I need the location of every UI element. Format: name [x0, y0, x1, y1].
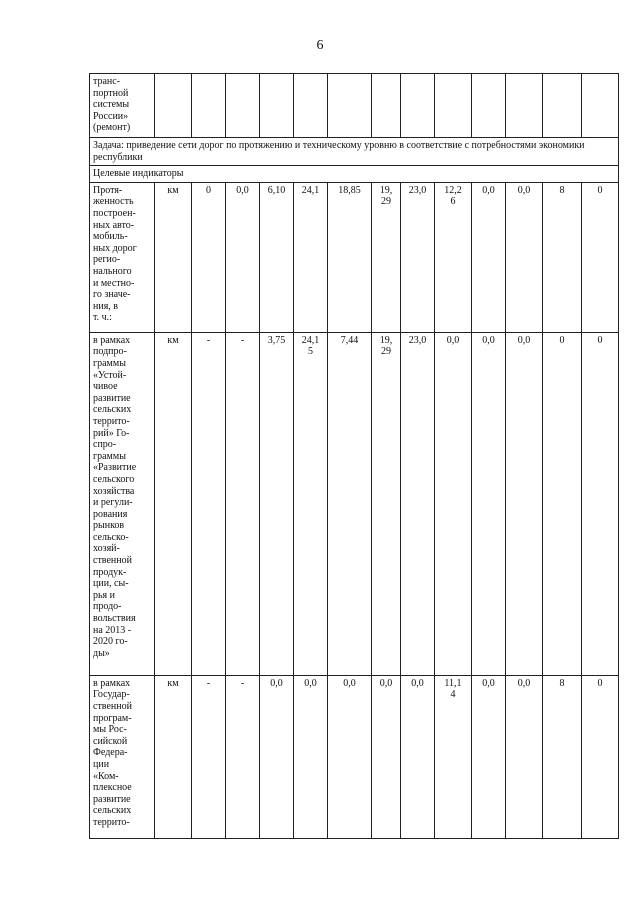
- table-cell: [582, 74, 619, 138]
- value-cell: 12,2 6: [435, 182, 472, 332]
- table-row: [90, 675, 619, 838]
- table-row: [90, 182, 619, 332]
- task-text: Задача: приведение сети дорог по протяжению и техническому уровню в соответствие с потребностями экономики республики: [90, 138, 619, 166]
- value-cell: 0,0: [472, 675, 506, 838]
- value-cell: 0,0: [226, 182, 260, 332]
- value-cell: 11,1 4: [435, 675, 472, 838]
- value-cell: 0,0: [435, 332, 472, 675]
- value-cell: 0,0: [506, 332, 543, 675]
- unit-cell: км: [155, 332, 192, 675]
- value-cell: 0,0: [260, 675, 294, 838]
- value-cell: 0,0: [506, 675, 543, 838]
- value-cell: 0: [543, 332, 582, 675]
- row-label: в рамках подпро- граммы «Устой- чивое развитие сельских террито- рий» Го- спро- граммы «Развитие сельского хозяйства и регули- рования рынков сельско- хозяй- ственной продук- ции, сы- рья и продо- вольствия на 2013 - 2020 го- ды»: [90, 332, 155, 675]
- value-cell: 0: [192, 182, 226, 332]
- value-cell: -: [226, 675, 260, 838]
- value-cell: 0: [582, 182, 619, 332]
- value-cell: 23,0: [401, 332, 435, 675]
- value-cell: 8: [543, 675, 582, 838]
- value-cell: 7,44: [328, 332, 372, 675]
- value-cell: 0,0: [294, 675, 328, 838]
- value-cell: 18,85: [328, 182, 372, 332]
- value-cell: 24,1 5: [294, 332, 328, 675]
- value-cell: 0,0: [372, 675, 401, 838]
- table-cell: [472, 74, 506, 138]
- value-cell: 0,0: [506, 182, 543, 332]
- value-cell: 6,10: [260, 182, 294, 332]
- section-heading-row: [90, 166, 619, 183]
- table-cell: [155, 74, 192, 138]
- value-cell: 8: [543, 182, 582, 332]
- value-cell: -: [226, 332, 260, 675]
- unit-cell: км: [155, 675, 192, 838]
- indicators-table: [89, 73, 619, 839]
- value-cell: 0,0: [472, 182, 506, 332]
- row-label: в рамках Государ- ственной програм- мы Рос- сийской Федера- ции «Ком- плексное развитие сельских террито-: [90, 675, 155, 838]
- table-cell: [372, 74, 401, 138]
- table-row: [90, 74, 619, 138]
- value-cell: 0,0: [328, 675, 372, 838]
- table-cell: [401, 74, 435, 138]
- row-label: Протя- женность построен- ных авто- мобиль- ных дорог регио- нального и местно- го значе- ния, в т. ч.:: [90, 182, 155, 332]
- table-cell: [328, 74, 372, 138]
- table-cell: [543, 74, 582, 138]
- value-cell: -: [192, 332, 226, 675]
- row-label: транс- портной системы России» (ремонт): [90, 74, 155, 138]
- section-heading: Целевые индикаторы: [90, 166, 619, 183]
- value-cell: 19, 29: [372, 332, 401, 675]
- table-cell: [506, 74, 543, 138]
- value-cell: -: [192, 675, 226, 838]
- page-number: 6: [316, 38, 324, 53]
- table-cell: [435, 74, 472, 138]
- value-cell: 3,75: [260, 332, 294, 675]
- table-cell: [192, 74, 226, 138]
- value-cell: 0: [582, 675, 619, 838]
- table-cell: [294, 74, 328, 138]
- table-cell: [226, 74, 260, 138]
- value-cell: 0,0: [472, 332, 506, 675]
- unit-cell: км: [155, 182, 192, 332]
- value-cell: 0: [582, 332, 619, 675]
- table-row: [90, 332, 619, 675]
- value-cell: 23,0: [401, 182, 435, 332]
- table-cell: [260, 74, 294, 138]
- value-cell: 19, 29: [372, 182, 401, 332]
- value-cell: 0,0: [401, 675, 435, 838]
- value-cell: 24,1: [294, 182, 328, 332]
- task-row: [90, 138, 619, 166]
